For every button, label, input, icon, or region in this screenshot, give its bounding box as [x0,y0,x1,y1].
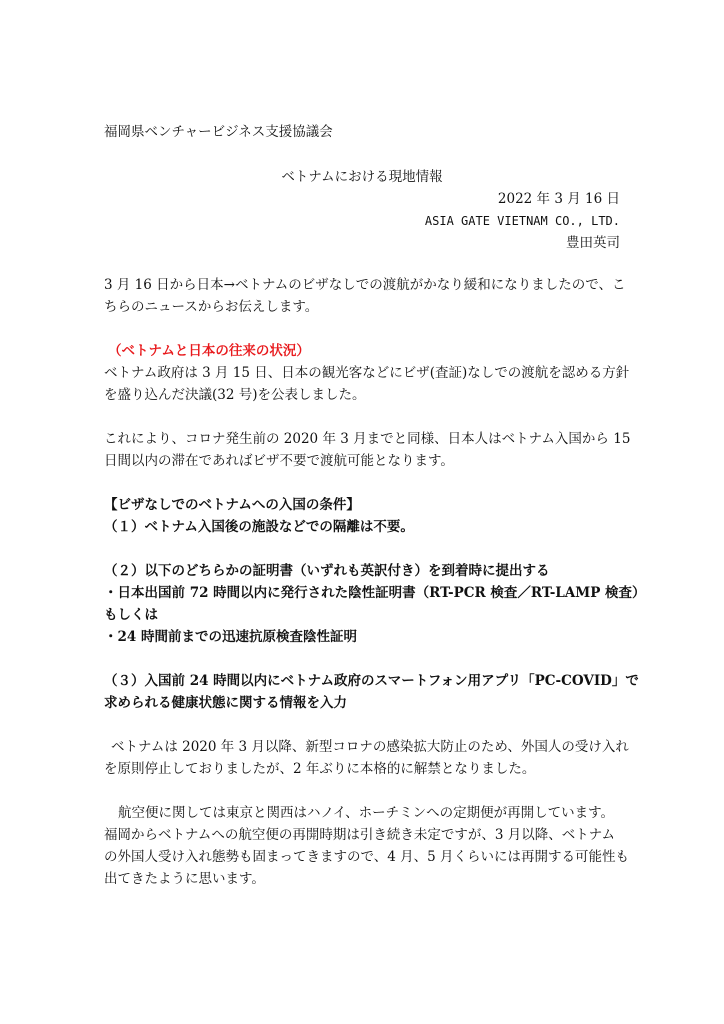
condition-item-3-line-1: （３）入国前 24 時間以内にベトナム政府のスマートフォン用アプリ「PC-COVID」で [104,673,639,689]
condition-item-2-or: もしくは [104,607,158,623]
author-name: 豊田英司 [566,235,620,251]
paragraph-line: を盛り込んだ決議(32 号)を公表しました。 [104,387,366,403]
condition-item-2-option-1: ・日本出国前 72 時間以内に発行された陰性証明書（RT-PCR 検査／RT-LAMP 検査） [104,585,646,601]
paragraph-line: 出てきたように思います。 [104,871,265,887]
paragraph-line: 航空便に関しては東京と関西はハノイ、ホーチミンへの定期便が再開しています。 [118,805,614,821]
paragraph-line: の外国人受け入れ態勢も固まってきますので、4 月、5 月くらいには再開する可能性も [104,849,629,865]
condition-item-1: （１）ベトナム入国後の施設などでの隔離は不要。 [104,519,414,535]
condition-item-2-option-2: ・24 時間前までの迅速抗原検査陰性証明 [104,629,357,645]
paragraph-line: を原則停止しておりましたが、2 年ぶりに本格的に解禁となりました。 [104,761,536,777]
document-title: ベトナムにおける現地情報 [281,169,443,185]
paragraph-line: 日間以内の滞在であればビザ不要で渡航可能となります。 [104,453,454,469]
organization-name: 福岡県ベンチャービジネス支援協議会 [104,124,333,140]
intro-line-1: 3 月 16 日から日本→ベトナムのビザなしでの渡航がかなり緩和になりましたので、こ [104,277,626,293]
condition-item-2: （２）以下のどちらかの証明書（いずれも英訳付き）を到着時に提出する [104,563,550,579]
paragraph-line: ベトナム政府は 3 月 15 日、日本の観光客などにビザ(査証)なしでの渡航を認める方針 [104,365,630,381]
condition-item-3-line-2: 求められる健康状態に関する情報を入力 [104,695,347,711]
paragraph-line: これにより、コロナ発生前の 2020 年 3 月までと同様、日本人はベトナム入国から 15 [104,431,631,447]
document-date: 2022 年 3 月 16 日 [497,191,620,207]
conditions-heading: 【ビザなしでのベトナムへの入国の条件】 [104,497,360,513]
intro-line-2: ちらのニュースからお伝えします。 [104,299,319,315]
paragraph-line: 福岡からベトナムへの航空便の再開時期は引き続き未定ですが、3 月以降、ベトナム [104,827,616,843]
paragraph-line: ベトナムは 2020 年 3 月以降、新型コロナの感染拡大防止のため、外国人の受け入れ [111,739,629,755]
section-heading-travel-status: （ベトナムと日本の往来の状況） [108,343,310,359]
company-name: ASIA GATE VIETNAM CO., LTD. [424,214,620,228]
